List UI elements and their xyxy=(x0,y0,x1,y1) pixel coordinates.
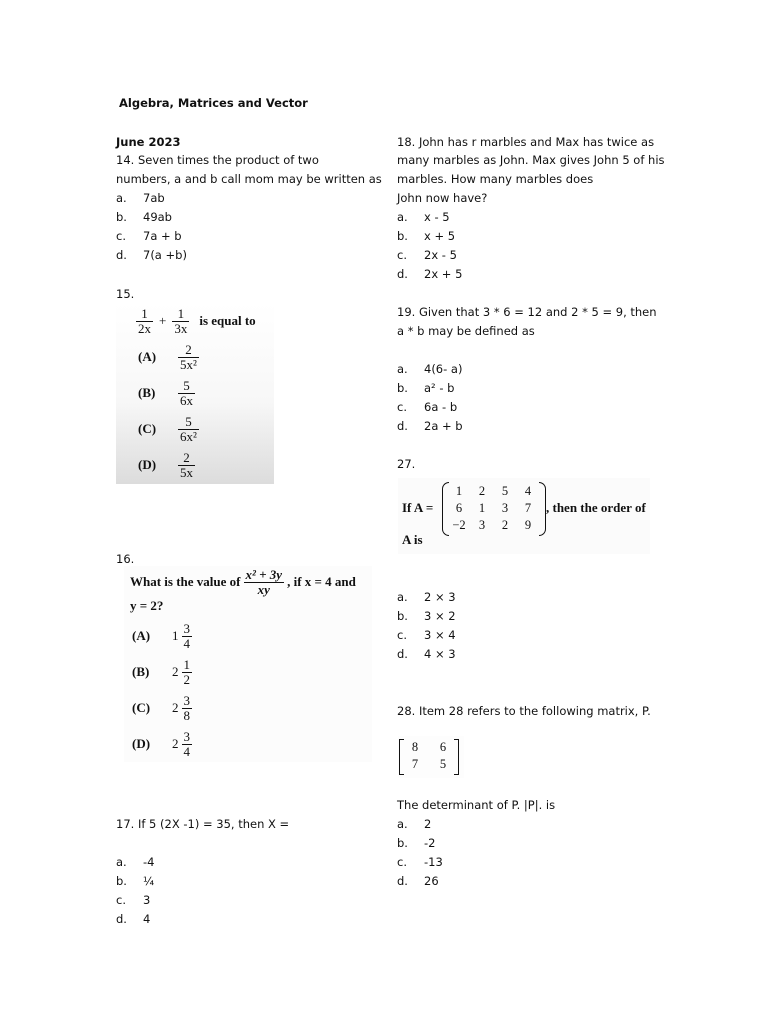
numerator: 3 xyxy=(183,693,190,708)
option-label: (B) xyxy=(132,664,150,680)
option-text: 4 xyxy=(143,912,151,926)
matrix-cell: 6 xyxy=(439,740,447,754)
mixed-number xyxy=(172,658,192,686)
q16-option-b xyxy=(132,658,192,686)
session-heading: June 2023 xyxy=(116,135,181,149)
fraction xyxy=(172,307,189,335)
denominator: 5x xyxy=(180,464,193,480)
matrix-cell: 3 xyxy=(478,518,486,532)
matrix-cell: 3 xyxy=(501,501,509,515)
question-27-image xyxy=(398,478,650,554)
denominator: 3x xyxy=(174,320,188,336)
question-14-line-2: numbers, a and b call mom may be written as xyxy=(116,172,382,186)
option-letter: b. xyxy=(116,210,127,224)
whole-part: 1 xyxy=(172,628,179,644)
denominator: xy xyxy=(257,581,270,597)
option-label: (D) xyxy=(138,457,157,473)
matrix-cell: 7 xyxy=(411,757,419,771)
option-text: 6a - b xyxy=(424,400,458,414)
fraction xyxy=(136,307,153,335)
matrix-cell: 5 xyxy=(501,484,509,498)
fraction xyxy=(178,451,195,479)
option-text: 3 xyxy=(143,893,151,907)
matrix-cell: 9 xyxy=(524,518,532,532)
numerator: 1 xyxy=(136,307,153,322)
option-letter: a. xyxy=(397,817,408,831)
a-is-label: A is xyxy=(402,532,423,547)
option-letter: d. xyxy=(397,267,408,281)
fraction xyxy=(244,568,285,596)
question-18-line-1: 18. John has r marbles and Max has twice as xyxy=(397,135,655,149)
denominator: 5x² xyxy=(180,356,197,372)
fraction xyxy=(182,622,193,650)
q16-option-c xyxy=(132,694,192,722)
option-letter: c. xyxy=(116,229,126,243)
fraction xyxy=(178,343,199,371)
option-letter: d. xyxy=(397,419,408,433)
option-text: x - 5 xyxy=(424,210,450,224)
q16-option-a xyxy=(132,622,192,650)
option-letter: c. xyxy=(116,893,126,907)
option-letter: d. xyxy=(397,874,408,888)
numerator: 2 xyxy=(178,343,199,358)
question-18-line-3: marbles. How many marbles does xyxy=(397,172,594,186)
option-label: (C) xyxy=(138,421,157,437)
fraction xyxy=(178,415,199,443)
numerator: 1 xyxy=(183,657,190,672)
option-letter: a. xyxy=(116,855,127,869)
option-letter: a. xyxy=(397,210,408,224)
numerator: x² + 3y xyxy=(245,567,283,582)
denominator: 2 xyxy=(183,671,190,687)
numerator: 3 xyxy=(183,729,190,744)
fraction xyxy=(178,379,195,407)
option-letter: c. xyxy=(397,400,407,414)
option-text: ¼ xyxy=(143,874,155,888)
question-18-line-4: John now have? xyxy=(397,191,488,205)
option-letter: a. xyxy=(116,191,127,205)
denominator: 4 xyxy=(183,743,190,759)
whole-part: 2 xyxy=(172,736,179,752)
option-letter: c. xyxy=(397,248,407,262)
option-letter: b. xyxy=(116,874,127,888)
question-28-image xyxy=(398,736,464,778)
fraction xyxy=(182,658,193,686)
plus-sign: + xyxy=(159,313,167,329)
option-letter: a. xyxy=(397,590,408,604)
question-19-line-2: a * b may be defined as xyxy=(397,324,535,338)
option-text: 2x + 5 xyxy=(424,267,463,281)
option-text: 26 xyxy=(424,874,439,888)
q15-option-b xyxy=(138,379,195,407)
option-letter: d. xyxy=(116,248,127,262)
option-text: 2 × 3 xyxy=(424,590,456,604)
numerator: 5 xyxy=(178,379,195,394)
mixed-number xyxy=(172,622,192,650)
question-15-image xyxy=(116,303,274,484)
prompt-text: What is the value of xyxy=(130,574,241,590)
q16-option-d xyxy=(132,730,192,758)
option-label: (D) xyxy=(132,736,151,752)
option-text: 3 × 4 xyxy=(424,628,456,642)
option-text: 3 × 2 xyxy=(424,609,456,623)
if-a-label: If A = xyxy=(402,500,434,515)
option-label: (C) xyxy=(132,700,151,716)
option-text: 49ab xyxy=(143,210,172,224)
matrix-cell: 1 xyxy=(478,501,486,515)
question-18-line-2: many marbles as John. Max gives John 5 of his xyxy=(397,153,665,167)
prompt-text: , if x = 4 and xyxy=(287,574,356,590)
matrix-cell: 2 xyxy=(501,518,509,532)
question-28-line-1: 28. Item 28 refers to the following matrix, P. xyxy=(397,704,651,718)
mixed-number xyxy=(172,694,192,722)
denominator: 6x² xyxy=(180,428,197,444)
matrix-cell: 8 xyxy=(411,740,419,754)
option-text: 4(6- a) xyxy=(424,362,463,376)
matrix-cell: 5 xyxy=(439,757,447,771)
prompt-text: y = 2? xyxy=(130,598,164,613)
option-text: -13 xyxy=(424,855,443,869)
question-15-number: 15. xyxy=(116,287,135,301)
question-15-prompt xyxy=(136,307,256,335)
denominator: 4 xyxy=(183,635,190,651)
option-text: 7a + b xyxy=(143,229,182,243)
matrix-cell: 7 xyxy=(524,501,532,515)
whole-part: 2 xyxy=(172,700,179,716)
denominator: 6x xyxy=(180,392,193,408)
option-text: 2a + b xyxy=(424,419,463,433)
question-16-image xyxy=(124,566,372,762)
numerator: 3 xyxy=(183,621,190,636)
denominator: 2x xyxy=(138,320,151,336)
matrix-cell: 2 xyxy=(478,484,486,498)
option-letter: d. xyxy=(116,912,127,926)
right-bracket xyxy=(454,739,459,775)
option-text: x + 5 xyxy=(424,229,456,243)
question-17-line-1: 17. If 5 (2X -1) = 35, then X = xyxy=(116,817,290,831)
option-letter: c. xyxy=(397,855,407,869)
option-letter: b. xyxy=(397,609,408,623)
option-letter: c. xyxy=(397,628,407,642)
q15-option-c xyxy=(138,415,199,443)
numerator: 5 xyxy=(178,415,199,430)
question-27-number: 27. xyxy=(397,457,416,471)
option-text: 7ab xyxy=(143,191,165,205)
matrix-cell: 4 xyxy=(524,484,532,498)
option-text: -4 xyxy=(143,855,155,869)
option-letter: a. xyxy=(397,362,408,376)
option-text: 4 × 3 xyxy=(424,647,456,661)
right-parenthesis xyxy=(539,482,546,536)
matrix-cell: 1 xyxy=(455,484,463,498)
option-letter: b. xyxy=(397,229,408,243)
fraction xyxy=(182,730,193,758)
option-label: (B) xyxy=(138,385,156,401)
option-text: a² - b xyxy=(424,381,455,395)
question-14-line-1: 14. Seven times the product of two xyxy=(116,153,319,167)
question-16-number: 16. xyxy=(116,552,135,566)
option-letter: b. xyxy=(397,381,408,395)
option-text: 2 xyxy=(424,817,432,831)
question-19-line-1: 19. Given that 3 * 6 = 12 and 2 * 5 = 9, then xyxy=(397,305,657,319)
prompt-tail: is equal to xyxy=(199,313,256,329)
denominator: 8 xyxy=(183,707,190,723)
mixed-number xyxy=(172,730,192,758)
question-16-prompt xyxy=(130,568,356,596)
option-letter: d. xyxy=(397,647,408,661)
then-label: , then the order of xyxy=(546,500,646,515)
numerator: 2 xyxy=(178,451,195,466)
option-text: -2 xyxy=(424,836,436,850)
fraction xyxy=(182,694,193,722)
whole-part: 2 xyxy=(172,664,179,680)
option-label: (A) xyxy=(138,349,157,365)
matrix-a xyxy=(442,484,546,534)
question-28-line-2: The determinant of P. |P|. is xyxy=(397,798,556,812)
matrix-p xyxy=(399,739,459,775)
numerator: 1 xyxy=(172,307,189,322)
document-title: Algebra, Matrices and Vector xyxy=(119,96,308,110)
q15-option-d xyxy=(138,451,195,479)
option-text: 2x - 5 xyxy=(424,248,457,262)
matrix-cell: 6 xyxy=(455,501,463,515)
option-letter: b. xyxy=(397,836,408,850)
q15-option-a xyxy=(138,343,199,371)
matrix-cell: −2 xyxy=(452,518,466,532)
option-label: (A) xyxy=(132,628,151,644)
option-text: 7(a +b) xyxy=(143,248,187,262)
